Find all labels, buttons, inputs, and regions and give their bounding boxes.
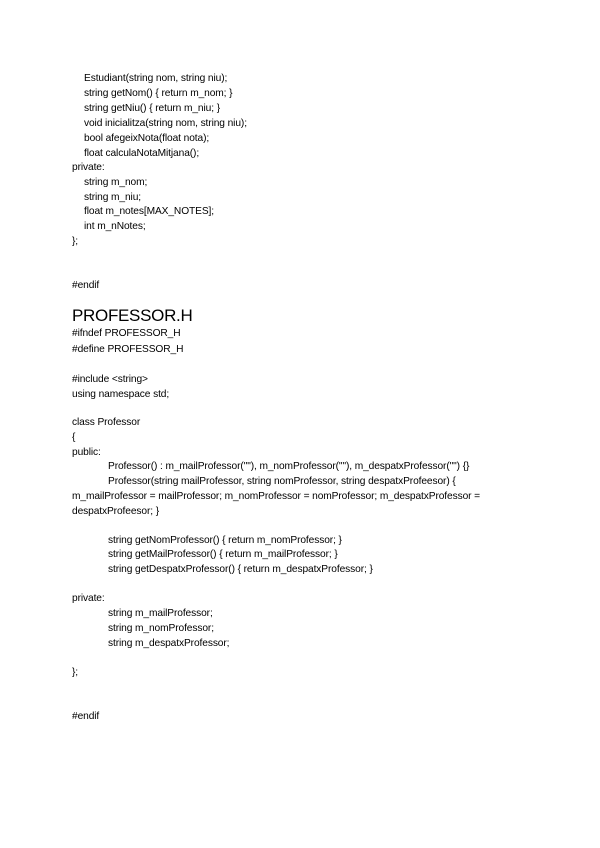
code-line: using namespace std; — [72, 389, 170, 400]
code-line: #endif — [72, 280, 100, 291]
code-line: despatxProfeesor; } — [72, 506, 160, 517]
code-line: string getMailProfessor() { return m_mailProfessor; } — [108, 549, 338, 560]
code-line: private: — [72, 593, 105, 604]
code-line: m_mailProfessor = mailProfessor; m_nomProfessor = nomProfessor; m_despatxProfessor = — [72, 491, 481, 502]
code-line: public: — [72, 447, 101, 458]
code-line: Estudiant(string nom, string niu); — [84, 73, 228, 84]
code-line: string m_despatxProfessor; — [108, 638, 230, 649]
code-line: string m_nom; — [84, 177, 148, 188]
code-line: string getDespatxProfessor() { return m_despatxProfessor; } — [108, 564, 373, 575]
code-line: }; — [72, 236, 79, 247]
code-line: int m_nNotes; — [84, 221, 146, 232]
code-line: string getNom() { return m_nom; } — [84, 88, 233, 99]
code-line: float m_notes[MAX_NOTES]; — [84, 206, 214, 217]
code-line: }; — [72, 667, 79, 678]
code-line: bool afegeixNota(float nota); — [84, 133, 210, 144]
code-line: #endif — [72, 711, 100, 722]
code-line: Professor(string mailProfessor, string nomProfessor, string despatxProfeesor) { — [108, 476, 456, 487]
code-line: void inicialitza(string nom, string niu); — [84, 118, 247, 129]
code-line: string m_mailProfessor; — [108, 608, 213, 619]
code-line: #ifndef PROFESSOR_H — [72, 328, 181, 339]
code-line: string m_niu; — [84, 192, 142, 203]
section-heading: PROFESSOR.H — [72, 306, 193, 325]
code-line: class Professor — [72, 417, 141, 428]
code-line: string getNomProfessor() { return m_nomProfessor; } — [108, 535, 342, 546]
code-line: float calculaNotaMitjana(); — [84, 148, 200, 159]
code-line: private: — [72, 162, 105, 173]
code-line: string getNiu() { return m_niu; } — [84, 103, 220, 114]
code-line: { — [72, 432, 76, 443]
code-line: Professor() : m_mailProfessor(""), m_nomProfessor(""), m_despatxProfessor("") {} — [108, 461, 470, 472]
code-line: #include <string> — [72, 374, 148, 385]
code-line: string m_nomProfessor; — [108, 623, 214, 634]
code-line: #define PROFESSOR_H — [72, 344, 184, 355]
